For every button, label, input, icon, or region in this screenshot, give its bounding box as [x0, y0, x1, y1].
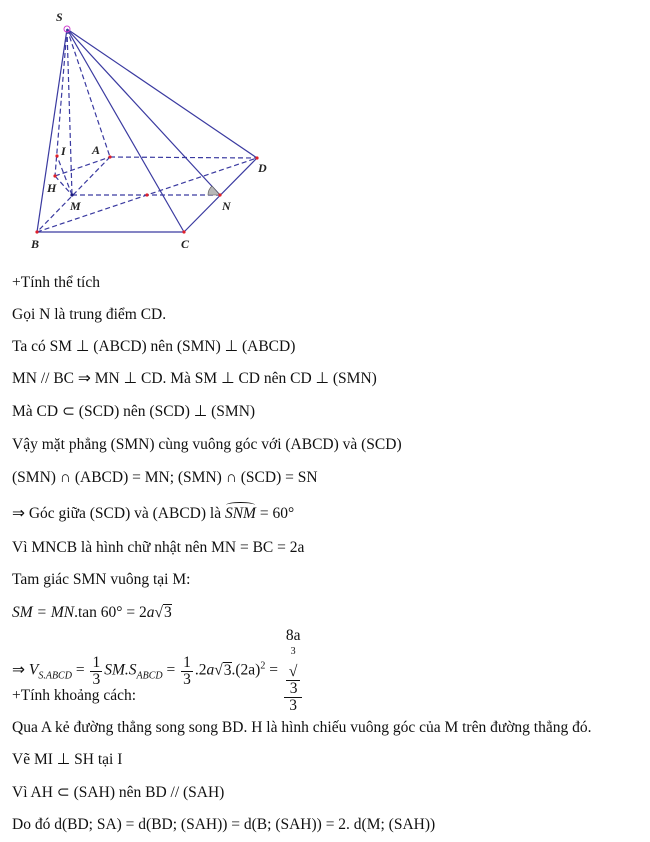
math: V — [28, 661, 39, 679]
label-B: B — [31, 237, 40, 251]
math: 3 — [286, 680, 301, 697]
text-line: Qua A kẻ đường thẳng song song BD. H là hình chiếu vuông góc của M trên đường thẳng đó. — [12, 719, 592, 736]
point-N — [218, 193, 221, 196]
point-D — [255, 156, 258, 159]
point-mid — [145, 193, 148, 196]
math: .S — [124, 661, 137, 679]
formula-SM — [12, 604, 172, 622]
point-I — [55, 154, 58, 157]
text: ⇒ Góc giữa (SCD) và (ABCD) là — [12, 505, 222, 522]
edge-HA — [55, 157, 110, 176]
denominator: 3 — [92, 670, 101, 688]
text-line: MN // BC ⇒ MN ⊥ CD. Mà SM ⊥ CD nên CD ⊥ (SMN) — [12, 370, 377, 387]
heading-distance: +Tính khoảng cách: — [12, 687, 137, 704]
angle-mark-SNM — [208, 186, 220, 195]
point-M — [70, 193, 73, 196]
math: = — [162, 661, 180, 679]
angle-line — [12, 505, 294, 523]
point-H — [53, 174, 56, 177]
math: 2 — [260, 660, 266, 672]
sqrt-symbol: √ — [214, 661, 223, 679]
math: 8a — [285, 627, 301, 644]
text-line: Tam giác SMN vuông tại M: — [12, 571, 191, 588]
label-D: D — [258, 161, 267, 175]
label-C: C — [181, 237, 190, 251]
label-S: S — [56, 10, 63, 24]
text-line: Vì AH ⊂ (SAH) nên BD // (SAH) — [12, 784, 225, 801]
point-C — [182, 230, 185, 233]
math: ⇒ — [12, 661, 29, 679]
edge-SD — [67, 29, 257, 158]
edge-AD — [110, 157, 257, 158]
math: 3 — [164, 604, 172, 621]
numerator: 1 — [183, 653, 191, 671]
sqrt-symbol: √ — [154, 604, 164, 621]
text-line: Vì MNCB là hình chữ nhật nên MN = BC = 2a — [12, 539, 305, 556]
math: a — [146, 604, 155, 621]
math: .tan 60° = 2 — [74, 604, 147, 621]
text-line: Vậy mặt phẳng (SMN) cùng vuông góc với (ABCD) và (SCD) — [12, 436, 402, 453]
math: a — [206, 661, 215, 679]
fraction — [181, 655, 193, 688]
edge-SB — [37, 29, 67, 232]
math: .(2a) — [231, 661, 261, 679]
math: S.ABCD — [38, 670, 72, 682]
point-B — [35, 230, 38, 233]
numerator: 1 — [92, 653, 101, 671]
edge-SC — [67, 29, 184, 232]
label-I: I — [61, 144, 66, 158]
math: SM = MN — [12, 604, 75, 621]
label-A: A — [92, 143, 101, 157]
edge-HM — [55, 176, 72, 195]
pyramid-figure — [0, 0, 290, 260]
edge-MI — [57, 156, 72, 195]
text: = 60° — [259, 505, 295, 522]
label-M: M — [70, 199, 81, 213]
sqrt-symbol: √ — [288, 663, 298, 681]
fraction — [284, 628, 303, 714]
denominator: 3 — [183, 670, 191, 688]
denominator: 3 — [289, 697, 298, 715]
math: SM — [104, 661, 125, 679]
text-line: (SMN) ∩ (ABCD) = MN; (SMN) ∩ (SCD) = SN — [12, 469, 318, 486]
math: .2 — [194, 661, 207, 679]
heading-volume: +Tính thể tích — [12, 274, 100, 291]
fraction — [90, 655, 102, 688]
math: ABCD — [136, 670, 163, 682]
math: = — [265, 661, 282, 679]
math: 3 — [223, 661, 232, 679]
numerator — [284, 628, 303, 698]
math: = — [71, 661, 89, 679]
text-line: Vẽ MI ⊥ SH tại I — [12, 751, 123, 768]
text-line: Gọi N là trung điểm CD. — [12, 306, 167, 323]
math: 3 — [290, 646, 296, 657]
label-H: H — [47, 181, 57, 195]
text-line: Do đó d(BD; SA) = d(BD; (SAH)) = d(B; (SAH)) = 2. d(M; (SAH)) — [12, 816, 436, 833]
point-A — [108, 155, 111, 158]
edge-SN — [67, 29, 220, 195]
label-N: N — [222, 199, 231, 213]
text-line: Mà CD ⊂ (SCD) nên (SCD) ⊥ (SMN) — [12, 403, 256, 420]
text-line: Ta có SM ⊥ (ABCD) nên (SMN) ⊥ (ABCD) — [12, 338, 296, 355]
angle-SNM: SNM — [224, 505, 256, 522]
